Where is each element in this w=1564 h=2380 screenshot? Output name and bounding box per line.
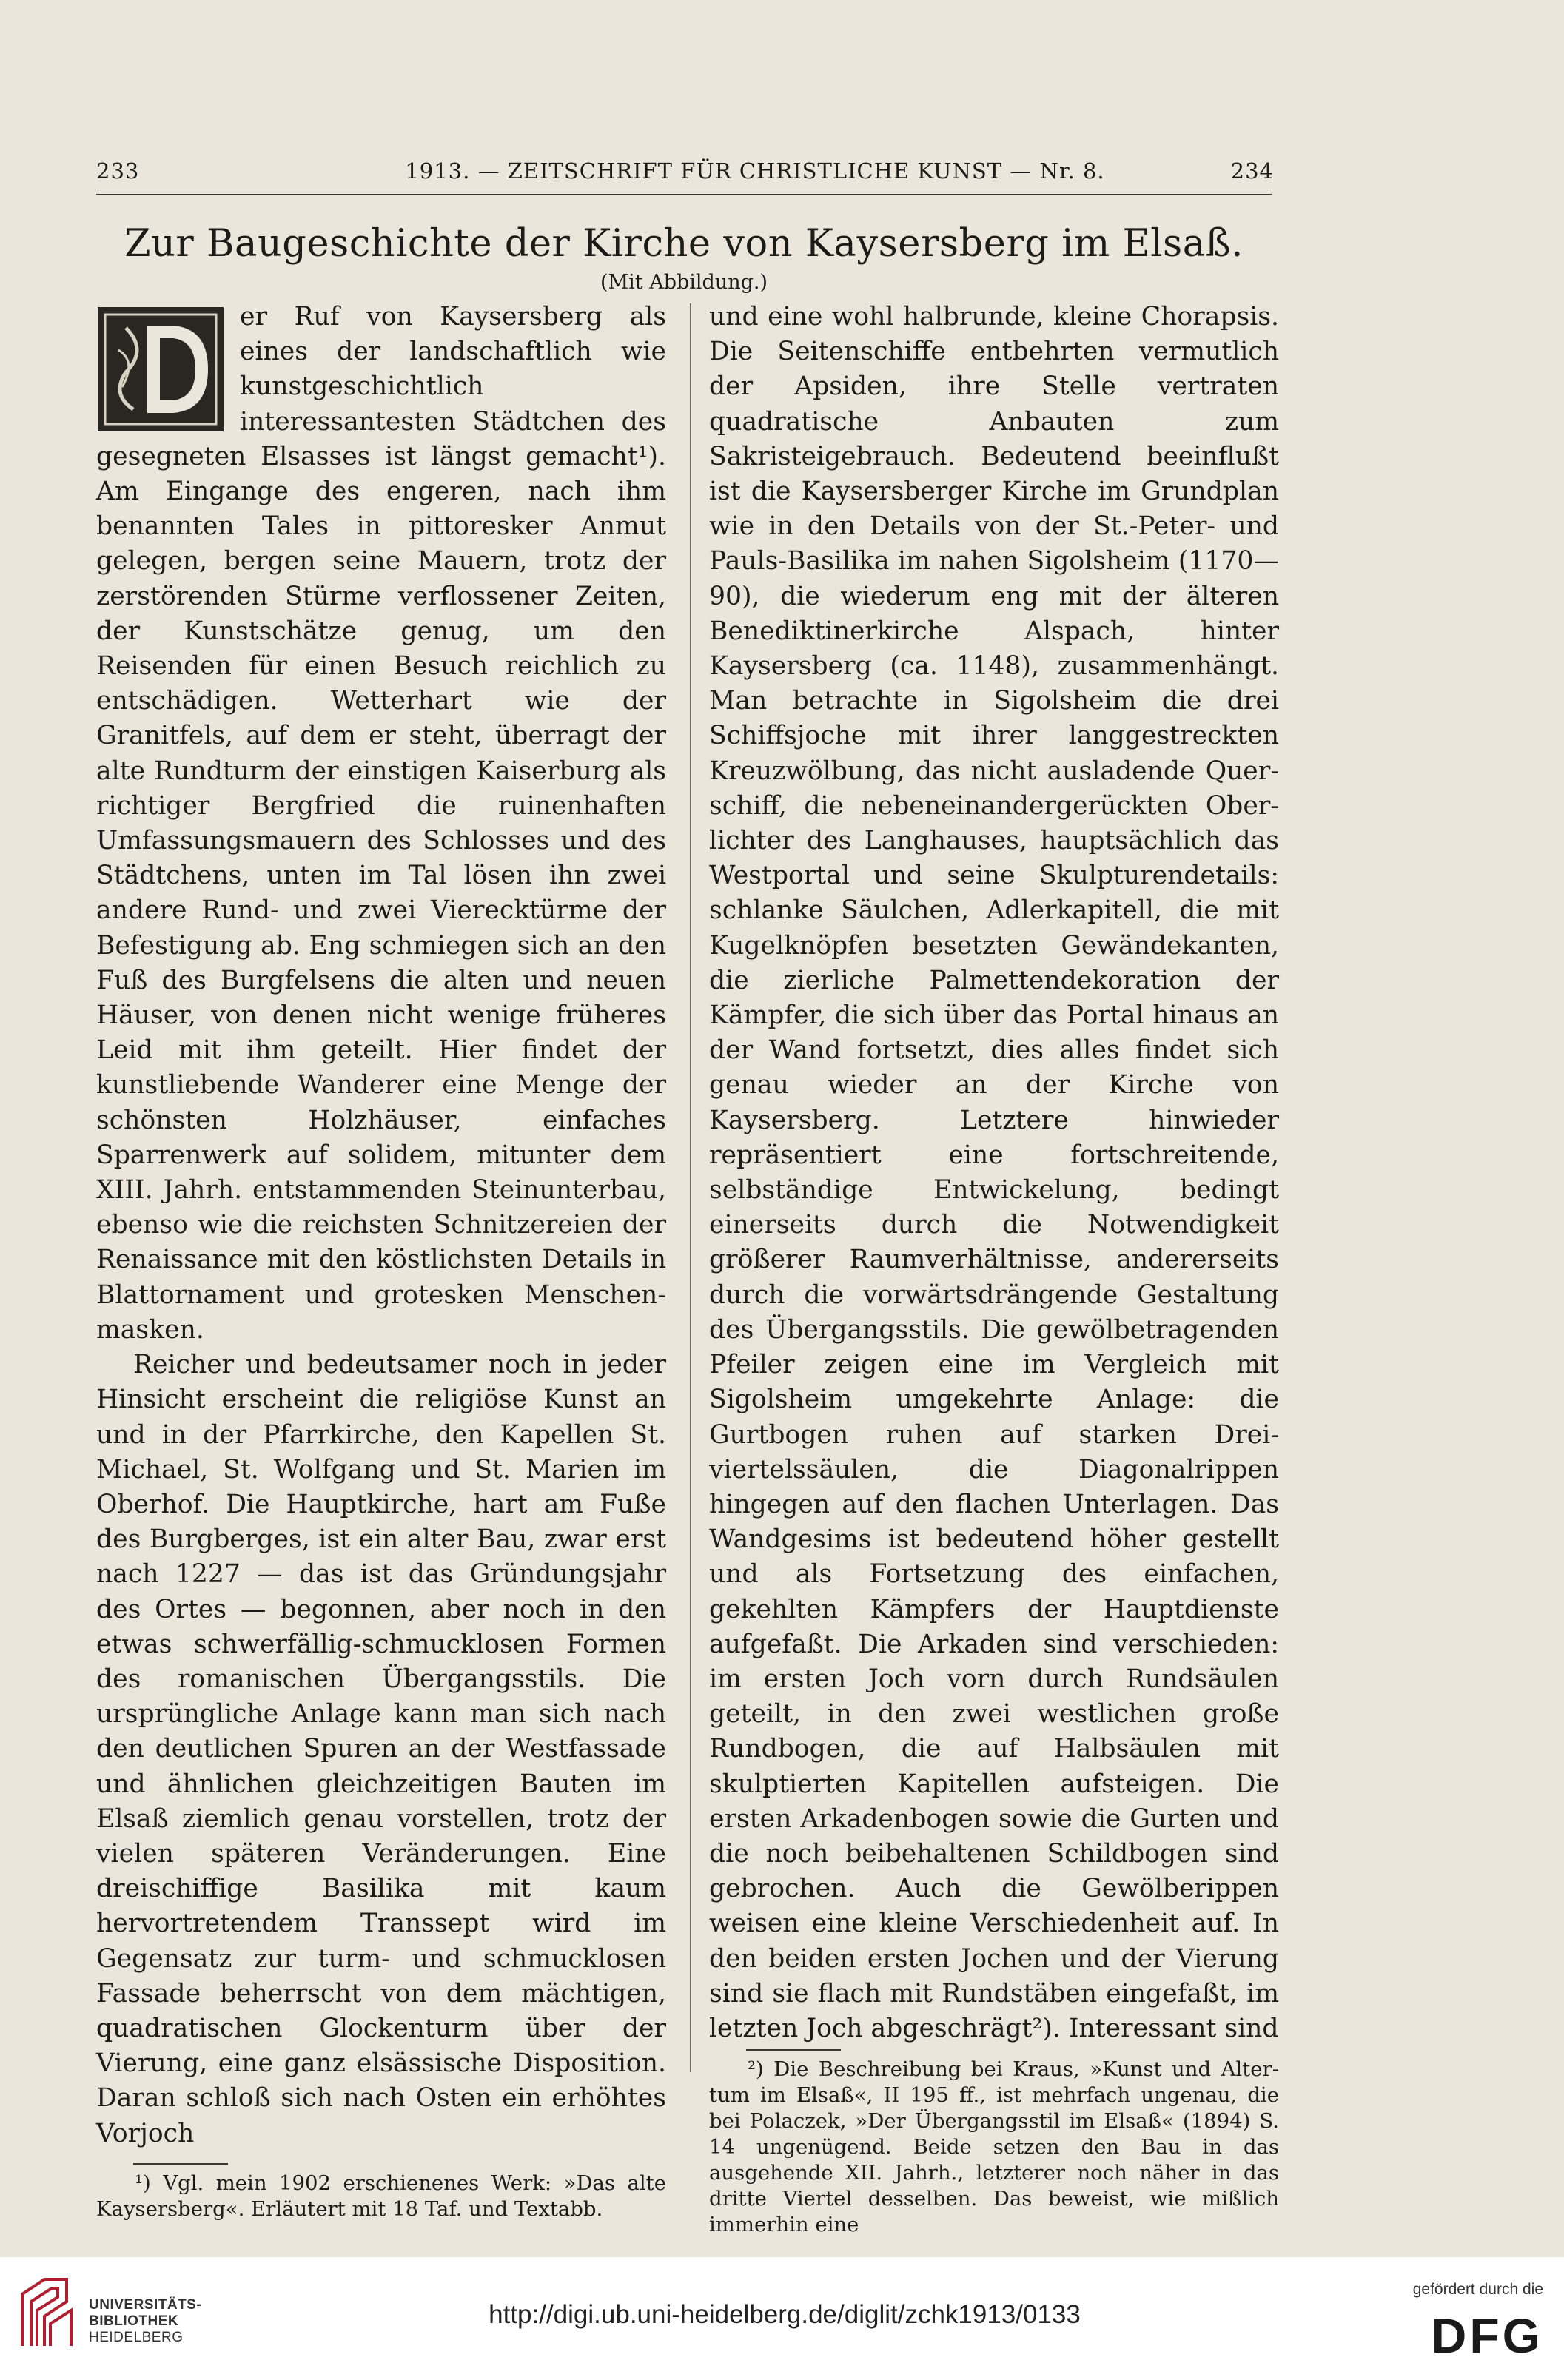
left-column: [96, 300, 666, 2222]
library-line-1: UNIVERSITÄTS-: [89, 2297, 202, 2313]
ornamental-initial-d-icon: [96, 306, 225, 433]
left-paragraph-1: er Ruf von Kaysersberg als eines der landschaftlich wie kunstgeschichtlich interessantesten Städtchen des gesegneten Elsasses ist längst gemacht¹). Am Eingange des engeren, nach ihm benannten Tales in pittoresker Anmut gelegen, bergen seine Mauern, trotz der zerstörenden Stürme verflossener Zeiten, der Kunstschätze genug, um den Reisenden für einen Besuch reichlich zu entschädigen. Wetterhart wie der Granitfels, auf dem er steht, überragt der alte Rundturm der einstigen Kaiserburg als richtiger Bergfried die ruinenhaften Umfassungsmauern des Schlosses und des Städtchens, unten im Tal lösen ihn zwei andere Rund- und zwei Vierecktürme der Befestigung ab. Eng schmiegen sich an den Fuß des Burgfelsens die alten und neuen Häuser, von denen nicht wenige früheres Leid mit ihm geteilt. Hier findet der kunstliebende Wanderer eine Menge der schönsten Holzhäuser, einfaches Sparrenwerk auf solidem, mitunter dem XIII. Jahrh. entstammenden Steinunterbau, ebenso wie die reichsten Schnitzereien der Renaissance mit den köstlichsten Details in Blattornament und grotesken Menschenmasken.: [96, 302, 666, 1345]
permalink-url[interactable]: http://digi.ub.uni-heidelberg.de/diglit/zchk1913/0133: [489, 2300, 1081, 2329]
header-rule: [96, 194, 1272, 195]
library-name: [89, 2297, 201, 2346]
article-title: Zur Baugeschichte der Kirche von Kaysersberg im Elsaß.: [124, 222, 1244, 266]
article-subtitle: (Mit Abbildung.): [600, 271, 768, 294]
right-column: [709, 300, 1279, 2238]
left-paragraph-2: Reicher und bedeutsamer noch in jeder Hinsicht erscheint die religiöse Kunst an und in der Pfarrkirche, den Kapellen St. Michael, St. Wolfgang und St. Marien im Oberhof. Die Hauptkirche, hart am Fuße des Burgberges, ist ein alter Bau, zwar erst nach 1227 — das ist das Gründungsjahr des Ortes — begonnen, aber noch in den etwas schwerfällig-schmucklosen Formen des romanischen Übergangsstils. Die ursprüngliche Anlage kann man sich nach den deutlichen Spuren an der Westfassade und ähnlichen gleichzeitigen Bauten im Elsaß ziemlich genau vorstellen, trotz der vielen späteren Veränderungen. Eine dreischiffige Basilika mit kaum hervortretendem Transsept wird im Gegensatz zur turm- und schmucklosen Fassade beherrscht von dem mächtigen, quadratischen Glockenturm über der Vierung, eine ganz elsässische Disposition. Daran schloß sich nach Osten ein erhöhtes Vorjoch: [96, 1350, 666, 2148]
dfg-logo: DFG: [1431, 2308, 1543, 2363]
page-number-left: 233: [96, 158, 140, 184]
funded-by-label: gefördert durch die: [1412, 2281, 1543, 2298]
footnote-2: ²) Die Beschreibung bei Kraus, »Kunst und Altertum im Elsaß«, II 195 ff., ist mehrfach ungenau, die bei Polaczek, »Der Übergangsstil im Elsaß« (1894) S. 14 ungenügend. Beide setzen den Bau in das ausgehende XII. Jahrh., letzterer noch näher in das dritte Viertel desselben. Das beweist, wie mißlich immerhin eine: [709, 2057, 1279, 2237]
library-line-2: BIBLIOTHEK: [89, 2313, 179, 2329]
right-paragraph-1: und eine wohl halbrunde, kleine Chorapsis. Die Seitenschiffe entbehrten vermutlich der Apsiden, ihre Stelle vertraten quadratische Anbauten zum Sakristeigebrauch. Bedeutend beeinflußt ist die Kaysersberger Kirche im Grundplan wie in den Details von der St.-Peter- und Pauls-Basilika im nahen Sigolsheim (1170—90), die wiederum eng mit der älteren Benediktinerkirche Alspach, hinter Kaysersberg (ca. 1148), zusammenhängt. Man betrachte in Sigolsheim die drei Schiffsjoche mit ihrer langgestreckten Kreuzwölbung, das nicht ausladende Querschiff, die nebeneinandergerückten Oberlichter des Langhauses, hauptsächlich das Westportal und seine Skulpturendetails: schlanke Säulchen, Adlerkapitell, die mit Kugelknöpfen besetzten Gewändekanten, die zierliche Palmettendekoration der Kämpfer, die sich über das Portal hinaus an der Wand fortsetzt, dies alles findet sich genau wieder an der Kirche von Kaysersberg. Letztere hinwieder repräsentiert eine fortschreitende, selbständige Entwickelung, bedingt einerseits durch die Notwendigkeit größerer Raumverhältnisse, andererseits durch die vorwärtsdrängende Gestaltung des Übergangsstils. Die gewölbetragenden Pfeiler zeigen eine im Vergleich mit Sigolsheim umgekehrte Anlage: die Gurtbogen ruhen auf starken Dreiviertelssäulen, die Diagonalrippen hingegen auf den flachen Unterlagen. Das Wandgesims ist bedeutend höher gestellt und als Fortsetzung des einfachen, gekehlten Kämpfers der Hauptdienste aufgefaßt. Die Arkaden sind verschieden: im ersten Joch vorn durch Rundsäulen geteilt, in den zwei westlichen große Rundbogen, die auf Halbsäulen mit skulptierten Kapitellen aufsteigen. Die ersten Arkadenbogen sowie die Gurten und die noch beibehaltenen Schildbogen sind gebrochen. Auch die Gewölberippen weisen eine kleine Verschiedenheit auf. In den beiden ersten Jochen und der Vierung sind sie flach mit Rundstäben eingefaßt, im letzten Joch abgeschrägt²). Interessant sind: [709, 302, 1279, 2043]
library-logo-icon: [15, 2272, 80, 2353]
footnote-rule: [133, 2163, 228, 2165]
footnote-1: ¹) Vgl. mein 1902 erschienenes Werk: »Das alte Kaysersberg«. Erläutert mit 18 Taf. und Textabb.: [96, 2171, 666, 2221]
footnote-rule: [746, 2049, 841, 2051]
column-divider: [690, 303, 691, 2072]
running-header: 1913. — ZEITSCHRIFT FÜR CHRISTLICHE KUNST — Nr. 8.: [405, 158, 1105, 184]
library-line-3: HEIDELBERG: [89, 2330, 184, 2345]
page-number-right: 234: [1230, 158, 1274, 184]
